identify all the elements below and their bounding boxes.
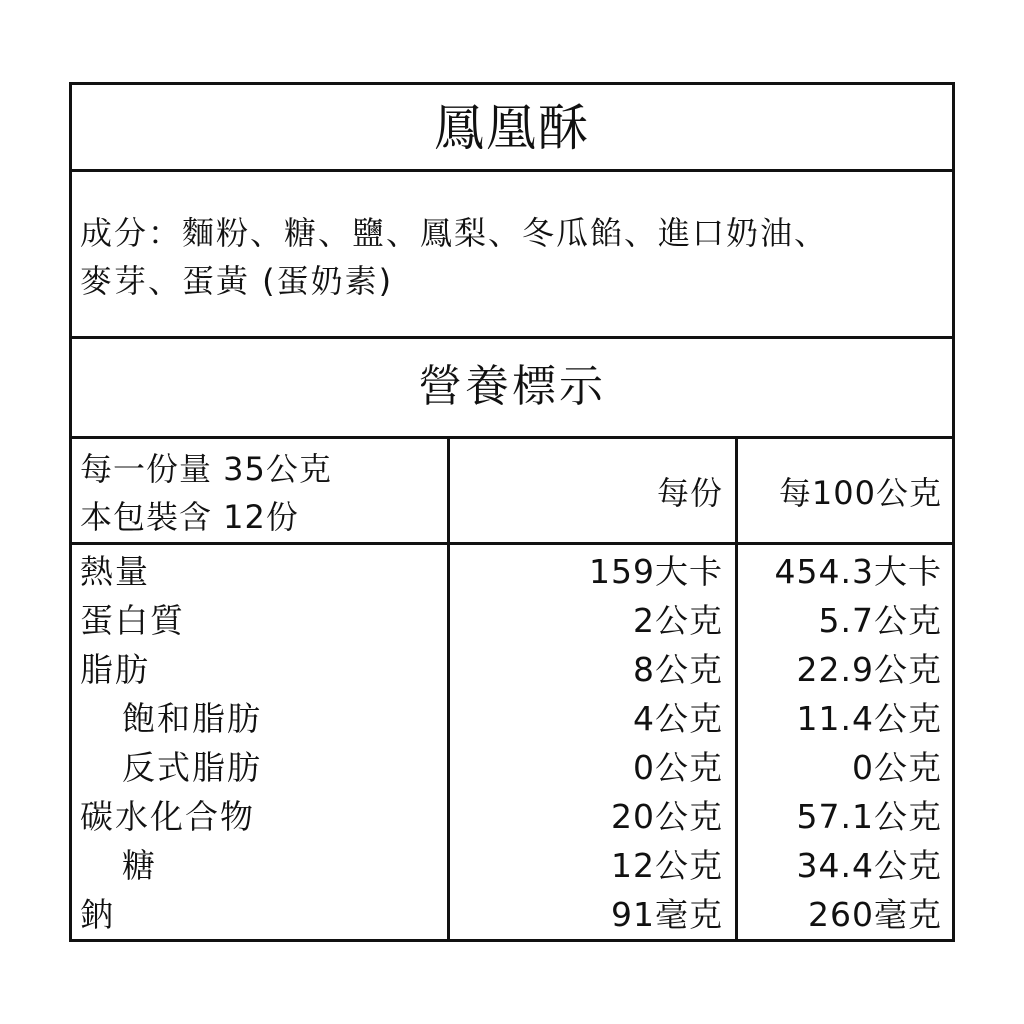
ingredients-line: 成分：麵粉、糖、鹽、鳳梨、冬瓜餡、進口奶油、 bbox=[80, 214, 829, 252]
per-serving-value: 159大卡 bbox=[589, 552, 723, 591]
per-100g-value: 22.9公克 bbox=[796, 650, 942, 689]
per-100g-value: 260毫克 bbox=[808, 895, 942, 934]
serving-size: 每一份量 35公克 bbox=[80, 450, 332, 488]
column-header-per-100g: 每100公克 bbox=[778, 474, 942, 512]
nutrient-name: 熱量 bbox=[80, 552, 150, 591]
per-100g-value: 57.1公克 bbox=[796, 797, 942, 836]
nutrient-name: 脂肪 bbox=[80, 650, 150, 689]
per-serving-value: 91毫克 bbox=[611, 895, 723, 934]
divider bbox=[72, 336, 952, 339]
nutrient-row-trans-fat bbox=[72, 743, 952, 792]
nutrient-table bbox=[72, 547, 952, 939]
per-serving-value: 20公克 bbox=[611, 797, 723, 836]
per-100g-value: 0公克 bbox=[852, 748, 942, 787]
nutrient-name: 碳水化合物 bbox=[80, 797, 255, 836]
serving-info bbox=[80, 445, 332, 541]
product-title: 鳳凰酥 bbox=[434, 99, 590, 157]
nutrient-row-protein bbox=[72, 596, 952, 645]
nutrient-row-calories bbox=[72, 547, 952, 596]
servings-per-package: 本包裝含 12份 bbox=[80, 498, 299, 536]
column-header-per-serving: 每份 bbox=[656, 474, 723, 512]
nutrient-row-fat bbox=[72, 645, 952, 694]
per-100g-value: 34.4公克 bbox=[796, 846, 942, 885]
nutrient-name: 蛋白質 bbox=[80, 601, 185, 640]
per-serving-value: 8公克 bbox=[633, 650, 723, 689]
per-serving-value: 4公克 bbox=[633, 699, 723, 738]
nutrient-name: 糖 bbox=[122, 846, 157, 885]
per-100g-value: 454.3大卡 bbox=[774, 552, 942, 591]
per-100g-value: 5.7公克 bbox=[818, 601, 942, 640]
ingredients-text bbox=[80, 209, 960, 305]
nutrition-label bbox=[69, 82, 955, 942]
nutrient-row-sugar bbox=[72, 841, 952, 890]
ingredients-line: 麥芽、蛋黃 (蛋奶素) bbox=[80, 262, 394, 300]
nutrient-row-sodium bbox=[72, 890, 952, 939]
per-100g-value: 11.4公克 bbox=[796, 699, 942, 738]
nutrient-name: 鈉 bbox=[80, 895, 115, 934]
nutrient-name: 飽和脂肪 bbox=[122, 699, 262, 738]
per-serving-value: 0公克 bbox=[633, 748, 723, 787]
per-serving-value: 12公克 bbox=[611, 846, 723, 885]
nutrition-facts-title: 營養標示 bbox=[418, 361, 606, 412]
nutrient-row-saturated-fat bbox=[72, 694, 952, 743]
nutrient-name: 反式脂肪 bbox=[122, 748, 262, 787]
divider bbox=[72, 169, 952, 172]
divider bbox=[72, 436, 952, 439]
divider bbox=[72, 542, 952, 545]
per-serving-value: 2公克 bbox=[633, 601, 723, 640]
nutrient-row-carbohydrate bbox=[72, 792, 952, 841]
